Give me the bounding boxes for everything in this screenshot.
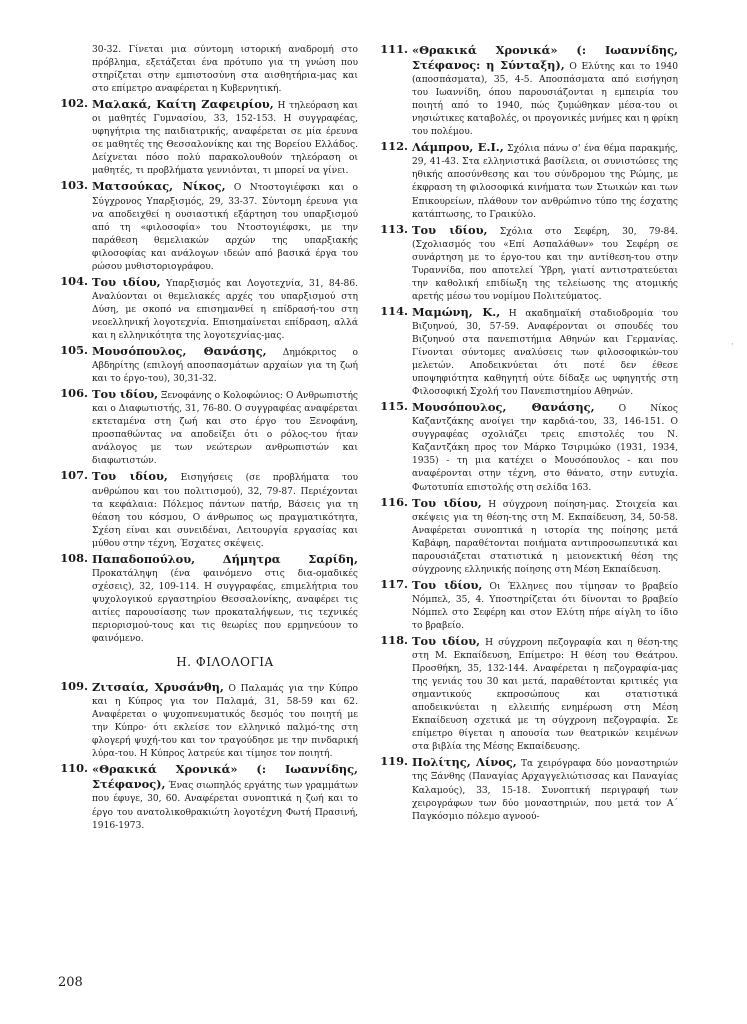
entry-number: 116. xyxy=(380,494,408,509)
entry-number: 112. xyxy=(380,139,408,154)
entry-number: 105. xyxy=(60,343,88,358)
entry-description: Ο Παλαμάς για την Κύπρο και η Κύπρος για τον Παλαμά, 31, 58-59 και 62. Αναφέρεται ο ψυχοπνευματικός δεσμός του ποιητή με την Κύπρο· ότι εκλείσε τον ελληνικό παλμό-της στη φλογερή ψυχή-του και τον τραγούδησε με την πινδαρική λύρα-του. Η Κύπρος λατρεύε και τίμησε τον ποιητή. xyxy=(92,684,358,760)
entry-description: Προκατάληψη (ένα φαινόμενο στις δια-ομαδικές σχέσεις), 32, 109-114. Η συγγραφέας, επιμελήτρια του ψυχολογικού εργαστηρίου Θεσσαλονίκης, αναφέρει τις αιτίες παρουσίασης των προκαταλήψεων, τις τεχνικές περιορισμού-τους και τις θεωρίες που ερμηνεύουν το φαινόμενο. xyxy=(92,568,358,645)
bibliography-entry xyxy=(378,576,678,633)
entry-number: 108. xyxy=(60,550,88,565)
bibliography-entry xyxy=(58,388,358,468)
entry-description: Υπαρξισμός και Λογοτεχνία, 31, 84-86. Αναλύονται οι θεμελιακές αρχές του υπαρξισμού στη Δύση, με σκοπό να επισημανθεί η επίδρασή-του στη νεοελληνική λογοτεχνία. Επισημαίνεται επίδραση, αλλά και η ελληνικότητα της λογοτεχνίας-μας. xyxy=(92,278,358,341)
entry-description: Εισηγήσεις (σε προβλήματα του ανθρώπου και του πολιτισμού), 32, 79-87. Περιέχονται τα κεφάλαια: Πόλεμος πάντων πατήρ, Βάσεις για τη θέαση του κόσμου, Ο άνθρωπος ως πραγματικότητα, Σχέση είναι και συνειδέναι, Λειτουργία εργασίας και μύθου στην τέχνη, Έσχατες σκέψεις. xyxy=(92,473,358,549)
left-column xyxy=(58,44,358,974)
entry-author: Του ιδίου, xyxy=(412,577,483,592)
entry-description: Ο Νίκος Καζαντζάκης ανοίγει την καρδιά-του, 33, 146-151. Ο συγγραφέας σχολιάζει τρεις επιστολές του Ν. Καζαντζάκη προς τον Μάρκο Τσιριμώκο (1931, 1934, 1935) - τη μια κατέχει ο Μουσόπουλος - και που αναφέρονται στην τέχνη, στο θάνατο, στην ευτυχία. Φωτοτυπία επιστολής στη σελίδα 163. xyxy=(412,404,678,493)
bibliography-entry xyxy=(58,180,358,273)
entry-author: Ματσούκας, Νίκος, xyxy=(92,179,226,194)
entry-number: 104. xyxy=(60,273,88,288)
entry-author: Του ιδίου, xyxy=(412,634,481,649)
entry-description: Σχόλια πάνω σ' ένα θέμα παρακμής, 29, 41-43. Στα ελληνιστικά βασίλεια, οι συνιστώσες της ηθικής αποσύνθεσης και του σύνδρομου της Ρώμης, με έκφραση τη φιλοσοφικά κινήματα των Στωικών και των Επικουρείων, πλάθουν τον ανθρώπινο τύπο της έσχατης κατάπτωσης, το Γραικύλο. xyxy=(412,144,678,220)
entry-description: Ο Ελύτης και το 1940 (αποσπάσματα), 35, 4-5. Αποσπάσματα από εισήγηση του Ιωαννίδη, όπου παρουσιάζονται η εμπειρία του ποιητή από το 1940, πώς ζυμώθηκαν μέσα-του οι νησιώτικες καταβολές, οι προγονικές μνήμες και η φρίκη του πολέμου. xyxy=(412,62,678,138)
bibliography-entry xyxy=(378,221,678,304)
entry-number: 109. xyxy=(60,679,88,694)
entry-number: 103. xyxy=(60,178,88,193)
entry-number: 119. xyxy=(380,754,408,769)
entry-description: Δημόκριτος ο Αβδηρίτης (επιλογή αποσπασμάτων αρχαίων για τη ζωή και το έργο-του), 30,31-32. xyxy=(92,348,358,385)
bibliography-entry xyxy=(378,635,678,754)
entry-author: Του ιδίου, xyxy=(412,222,488,237)
entry-author: Μαλακά, Καίτη Ζαφειρίου, xyxy=(92,97,274,112)
bibliography-entry xyxy=(378,44,678,139)
entry-author: «Θρακικά Χρονικά» (: Ιωαννίδης, Στέφανος: η Σύνταξη), xyxy=(412,44,678,73)
margin-mark: · xyxy=(731,340,734,350)
entry-author: Του ιδίου, xyxy=(92,274,161,289)
entry-description: Η τηλεόραση και οι μαθητές Γυμνασίου, 33, 152-153. Η συγγραφέας, υφηγήτρια της παιδιατρικής, αναφέρεται σε μία έρευνα σε μαθητές της Θεσσαλονίκης και της Βορείου Ελλάδος. Δείχνεται πόσο πολύ παρακολουθούν τηλεόραση οι μαθητές, τι προβλήματα γεννιόνται, τι μπορεί να γίνει. xyxy=(92,101,358,177)
entry-number: 106. xyxy=(60,386,88,401)
entry-number: 110. xyxy=(60,761,88,776)
bibliography-entry xyxy=(378,303,678,399)
entry-number: 102. xyxy=(60,96,88,111)
entry-description: Σχόλια στο Σεφέρη, 30, 79-84. (Σχολιασμός του «Επί Ασπαλάθων» του Σεφέρη σε συνάρτηση με το έργο-του και την αντίθεση-του στην Τυραννίδα, που αποτελεί Ύβρη, γιατί αντιστρατεύεται την καθολική επιδίωξη της τελείωσης της ατομικής αρετής μέσω του νομίμου Πολιτεύματος. xyxy=(412,226,678,302)
entry-author: Μουσόπουλος, Θανάσης, xyxy=(92,344,267,359)
bibliography-entry xyxy=(378,756,678,823)
bibliography-entry xyxy=(58,550,358,646)
section-heading: Η. ΦΙΛΟΛΟΓΙΑ xyxy=(176,655,274,670)
bibliography-entry xyxy=(378,494,678,577)
bibliography-entry xyxy=(378,401,678,494)
bibliography-entry xyxy=(58,273,358,343)
entry-description: Ένας σιωπηλός εργάτης των γραμμάτων που έφυγε, 30, 60. Αναφέρεται συνοπτικά η ζωή και το έργο του ανατολικοθρακιώτη λογοτέχνη Φωτή Πρασινή, 1916-1973. xyxy=(92,781,358,831)
bibliography-entry xyxy=(58,681,358,761)
entry-number: 115. xyxy=(380,399,408,414)
bibliography-entry xyxy=(58,98,358,178)
entry-description: Η ακαδημαϊκή σταδιοδρομία του Βιζυηνού, 30, 57-59. Αναφέρονται οι σπουδές του Βιζυηνού στα πανεπιστήμια Αθηνών και Γερμανίας. Γίνονται σύντομες αναλύσεις των φιλοσοφικών-του μελετών. Αποδεικνύεται ότι ποτέ δεν έθεσε υποψηφιότητα καθηγητή ούτε δίδαξε ως υφηγητής στη Φιλοσοφική Σχολή του Πανεπιστημίου Αθηνών. xyxy=(412,308,678,398)
entry-author: Πολίτης, Λίνος, xyxy=(412,755,517,770)
page-number: 208 xyxy=(58,975,83,990)
entry-author: Παπαδοπούλου, Δήμητρα Σαρίδη, xyxy=(92,551,358,566)
entry-description: Οι Έλληνες που τίμησαν το βραβείο Νόμπελ, 35, 4. Υποστηρίζεται ότι δίνονται το βραβείο Νόμπελ στο Σεφέρη και στον Ελύτη πήρε αίγλη το ίδιο το βραβείο. xyxy=(412,581,678,631)
entry-author: Μουσόπουλος, Θανάσης, xyxy=(412,400,595,415)
entry-description: Ο Ντοστογιέφσκι και ο Σύγχρονος Υπαρξισμός, 29, 33-37. Σύντομη έρευνα για να αποδειχθεί η ουσιαστική εξάρτηση του υπαρξισμού από τη «φιλοσοφία» του Ντοστογιέφσκι, με την παράθεση θεμελιακών αρχών της υπαρξιακής φιλοσοφίας και ανάλογων ιδεών από βασικά έργα του ρώσου μυθιστοριογράφου. xyxy=(92,183,358,272)
entry-author: Λάμπρου, Ε.Ι., xyxy=(412,140,504,155)
entry-description: Η σύγχρονη πεζογραφία και η θέση-της στη Μ. Εκπαίδευση, Επίμετρο: Η θέση του Θεάτρου. Προσθήκη, 35, 132-144. Αναφέρεται η πεζογραφία-μας της γενιάς του 30 και μετά, παραθέτονται κριτικές για σημαντικούς εκπροσώπους και στατιστικά αποδεικνύεται η ελλειπής ενημέρωση στη Μέση Εκπαίδευση σχετικά με τη σύγχρονη πεζογραφία. Σε επίμετρο θίγεται η απουσία των θεατρικών κειμένων στα βιβλία της Μέσης Εκπαίδευσης. xyxy=(412,638,678,753)
entry-author: Του ιδίου, xyxy=(92,387,159,402)
entry-description: Τα χειρόγραφα δύο μοναστηριών της Ξάνθης (Παναγίας Αρχαγγελιώτισσας και Παναγίας Καλαμούς), 33, 15-18. Συνοπτική περιγραφή των χειρογράφων των δύο μοναστηριών, που μετά τον Α΄ Παγκόσμιο πόλεμο αγνοού- xyxy=(412,759,678,822)
entry-number: 113. xyxy=(380,221,408,236)
entry-author: Μαμώνη, Κ., xyxy=(412,304,501,319)
entry-number: 107. xyxy=(60,468,88,483)
entry-description: Η σύγχρονη ποίηση-μας. Στοιχεία και σκέψεις για τη θέση-της στη Μ. Εκπαίδευση, 34, 50-58. Αναφέρεται συνοπτικά η ιστορία της ποίησης μετά Καβάφη, παραθέτονται ποιήματα αντιπροσωπευτικά και παρουσιάζεται στατιστικά η μειονεκτική θέση της σύγχρονης ελληνικής ποίησης στη Μέση Εκπαίδευση. xyxy=(412,499,678,575)
entry-author: Του ιδίου, xyxy=(92,469,168,484)
bibliography-entry xyxy=(58,470,358,550)
entry-author: Του ιδίου, xyxy=(412,495,482,510)
entry-number: 111. xyxy=(380,44,408,56)
entry-number: 114. xyxy=(380,303,408,318)
continued-entry-text: 30-32. Γίνεται μια σύντομη ιστορική αναδρομή στο πρόβλημα, εξετάζεται ένα πρότυπο για τη γνώση που στηρίζεται στην εμπιστοσύνη στα αισθητήρια-μας και στο επίμετρο αναφέρεται η Κυβερνητική. xyxy=(92,45,358,95)
bibliography-entry xyxy=(378,141,678,221)
entry-author: «Θρακικά Χρονικά» (: Ιωαννίδης, Στέφανος), xyxy=(92,762,358,792)
right-column xyxy=(378,44,678,974)
bibliography-entry xyxy=(58,763,358,832)
entry-number: 118. xyxy=(380,633,408,648)
bibliography-entry xyxy=(58,345,358,386)
entry-author: Ζιτσαία, Χρυσάνθη, xyxy=(92,680,224,695)
entry-number: 117. xyxy=(380,576,408,591)
entry-description: Ξενοφάνης ο Κολοφώνιος: Ο Ανθρωπιστής και ο Διαφωτιστής, 31, 76-80. Ο συγγραφέας αναφέρεται εκτεταμένα στη ζωή και στο έργο του Ξενοφάνη, προσπαθώντας να αποδείξει ότι ο ρόλος-του ήταν ανάλογος με των νεώτερων ανθρωπιστών και διαφωτιστών. xyxy=(92,391,358,467)
